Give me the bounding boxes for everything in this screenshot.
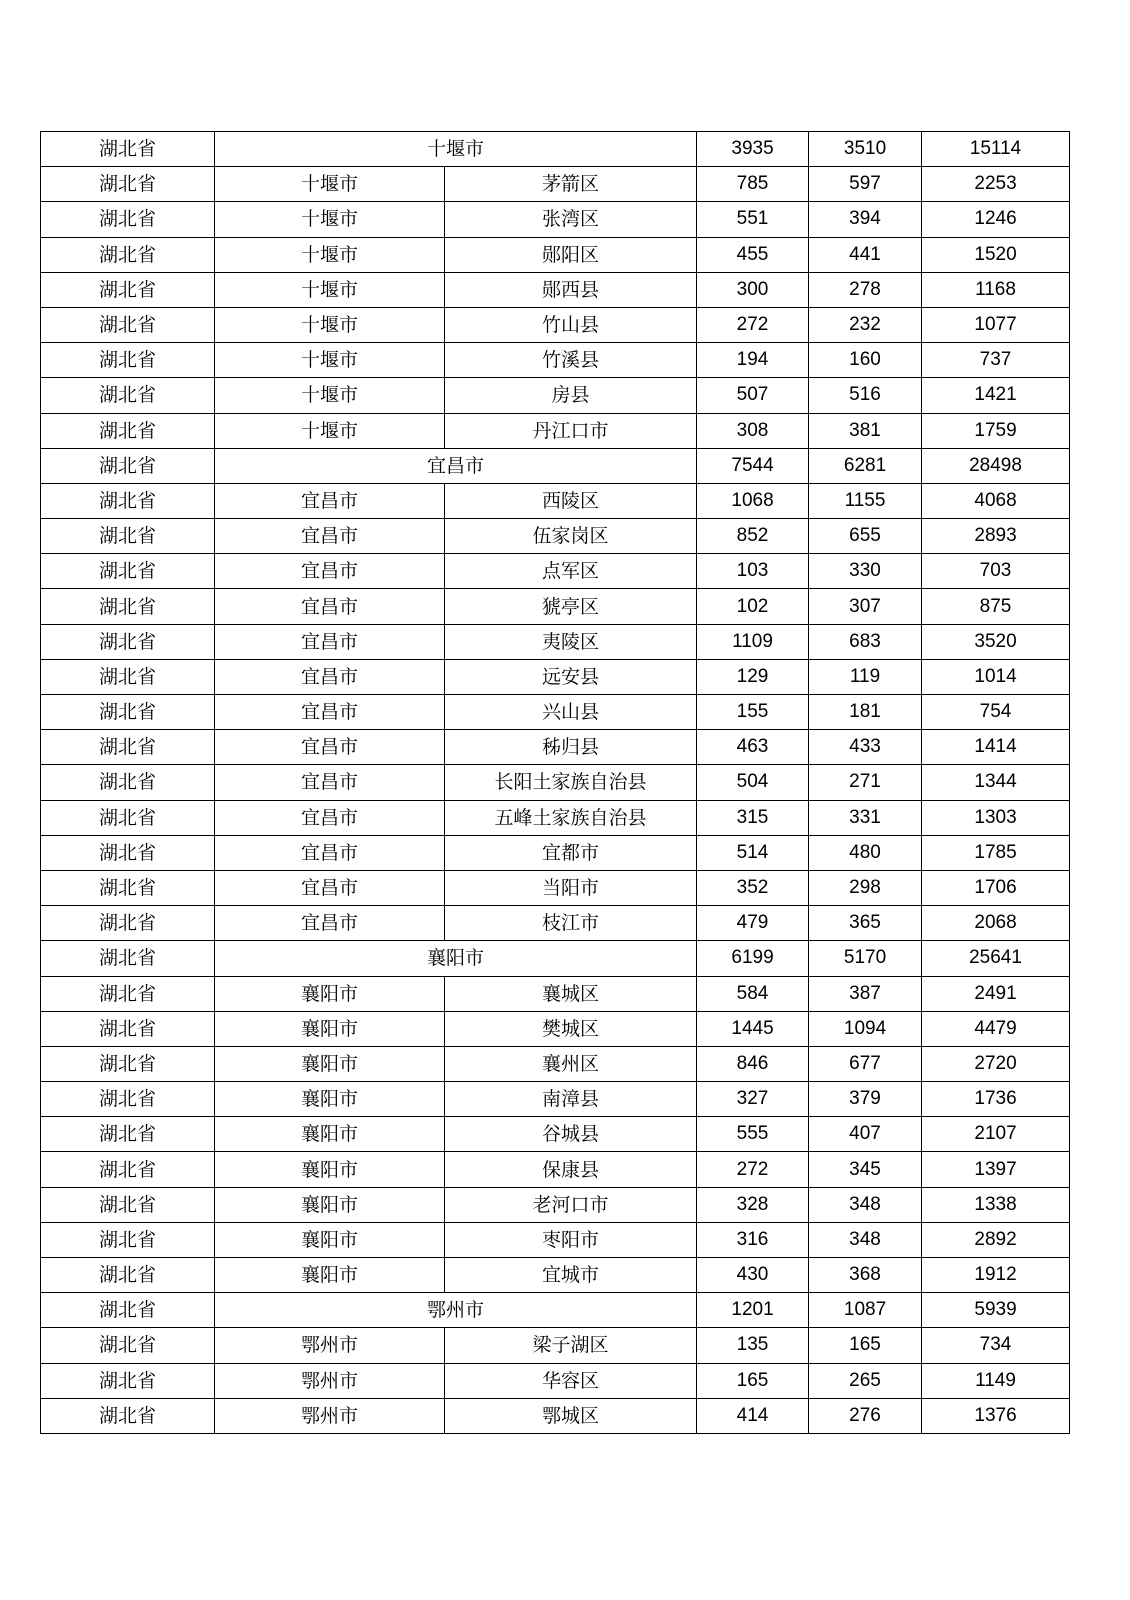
city-cell: 宜昌市 — [215, 624, 445, 659]
value-3-cell: 703 — [922, 554, 1070, 589]
value-3-cell: 1338 — [922, 1187, 1070, 1222]
district-cell: 秭归县 — [445, 730, 697, 765]
province-cell: 湖北省 — [41, 1117, 215, 1152]
value-2-cell: 345 — [809, 1152, 922, 1187]
city-cell: 十堰市 — [215, 237, 445, 272]
district-cell: 枝江市 — [445, 906, 697, 941]
district-row — [41, 237, 1070, 272]
district-row — [41, 413, 1070, 448]
district-cell: 点军区 — [445, 554, 697, 589]
province-cell: 湖北省 — [41, 976, 215, 1011]
district-cell: 当阳市 — [445, 870, 697, 905]
district-cell: 竹山县 — [445, 307, 697, 342]
statistics-table — [40, 131, 1070, 1434]
city-cell: 襄阳市 — [215, 1046, 445, 1081]
district-row — [41, 870, 1070, 905]
province-cell: 湖北省 — [41, 237, 215, 272]
value-3-cell: 1520 — [922, 237, 1070, 272]
value-3-cell: 1706 — [922, 870, 1070, 905]
district-cell: 郧西县 — [445, 272, 697, 307]
district-row — [41, 1222, 1070, 1257]
value-3-cell: 2068 — [922, 906, 1070, 941]
table-body — [41, 132, 1070, 1434]
city-summary-row — [41, 448, 1070, 483]
district-cell: 西陵区 — [445, 483, 697, 518]
value-3-cell: 875 — [922, 589, 1070, 624]
city-cell: 宜昌市 — [215, 906, 445, 941]
district-row — [41, 976, 1070, 1011]
city-cell: 宜昌市 — [215, 695, 445, 730]
province-cell: 湖北省 — [41, 132, 215, 167]
value-3-cell: 1397 — [922, 1152, 1070, 1187]
province-cell: 湖北省 — [41, 659, 215, 694]
city-cell: 襄阳市 — [215, 1082, 445, 1117]
value-2-cell: 165 — [809, 1328, 922, 1363]
province-cell: 湖北省 — [41, 272, 215, 307]
district-row — [41, 1398, 1070, 1433]
city-cell: 十堰市 — [215, 167, 445, 202]
value-3-cell: 2893 — [922, 519, 1070, 554]
district-row — [41, 1082, 1070, 1117]
city-cell: 十堰市 — [215, 378, 445, 413]
value-2-cell: 160 — [809, 343, 922, 378]
province-cell: 湖北省 — [41, 1328, 215, 1363]
value-2-cell: 265 — [809, 1363, 922, 1398]
district-row — [41, 1363, 1070, 1398]
city-summary-row — [41, 941, 1070, 976]
district-cell: 丹江口市 — [445, 413, 697, 448]
city-cell: 鄂州市 — [215, 1363, 445, 1398]
province-cell: 湖北省 — [41, 202, 215, 237]
city-cell: 襄阳市 — [215, 1011, 445, 1046]
district-row — [41, 1117, 1070, 1152]
city-cell: 鄂州市 — [215, 1398, 445, 1433]
city-cell: 十堰市 — [215, 413, 445, 448]
value-3-cell: 1077 — [922, 307, 1070, 342]
district-row — [41, 906, 1070, 941]
district-row — [41, 1258, 1070, 1293]
value-3-cell: 2892 — [922, 1222, 1070, 1257]
city-cell: 襄阳市 — [215, 976, 445, 1011]
district-cell: 华容区 — [445, 1363, 697, 1398]
value-1-cell: 7544 — [697, 448, 809, 483]
district-cell: 襄州区 — [445, 1046, 697, 1081]
value-3-cell: 15114 — [922, 132, 1070, 167]
city-cell: 十堰市 — [215, 343, 445, 378]
value-2-cell: 298 — [809, 870, 922, 905]
value-2-cell: 348 — [809, 1187, 922, 1222]
province-cell: 湖北省 — [41, 1258, 215, 1293]
city-cell: 襄阳市 — [215, 1222, 445, 1257]
district-cell: 郧阳区 — [445, 237, 697, 272]
district-row — [41, 1328, 1070, 1363]
city-cell: 宜昌市 — [215, 870, 445, 905]
value-3-cell: 1246 — [922, 202, 1070, 237]
value-1-cell: 352 — [697, 870, 809, 905]
district-cell: 竹溪县 — [445, 343, 697, 378]
value-1-cell: 846 — [697, 1046, 809, 1081]
value-2-cell: 387 — [809, 976, 922, 1011]
value-2-cell: 181 — [809, 695, 922, 730]
province-cell: 湖北省 — [41, 1398, 215, 1433]
province-cell: 湖北省 — [41, 1293, 215, 1328]
value-2-cell: 1094 — [809, 1011, 922, 1046]
value-3-cell: 2107 — [922, 1117, 1070, 1152]
value-2-cell: 441 — [809, 237, 922, 272]
district-cell: 伍家岗区 — [445, 519, 697, 554]
value-2-cell: 677 — [809, 1046, 922, 1081]
district-row — [41, 1152, 1070, 1187]
value-1-cell: 165 — [697, 1363, 809, 1398]
district-cell: 房县 — [445, 378, 697, 413]
district-cell: 宜都市 — [445, 835, 697, 870]
value-1-cell: 272 — [697, 307, 809, 342]
value-3-cell: 1149 — [922, 1363, 1070, 1398]
province-cell: 湖北省 — [41, 941, 215, 976]
city-cell: 宜昌市 — [215, 519, 445, 554]
value-1-cell: 102 — [697, 589, 809, 624]
value-3-cell: 2720 — [922, 1046, 1070, 1081]
district-cell: 南漳县 — [445, 1082, 697, 1117]
district-cell: 枣阳市 — [445, 1222, 697, 1257]
district-row — [41, 800, 1070, 835]
value-1-cell: 504 — [697, 765, 809, 800]
value-2-cell: 276 — [809, 1398, 922, 1433]
district-row — [41, 1046, 1070, 1081]
value-1-cell: 308 — [697, 413, 809, 448]
value-2-cell: 271 — [809, 765, 922, 800]
province-cell: 湖北省 — [41, 765, 215, 800]
value-1-cell: 194 — [697, 343, 809, 378]
value-2-cell: 597 — [809, 167, 922, 202]
province-cell: 湖北省 — [41, 695, 215, 730]
value-1-cell: 129 — [697, 659, 809, 694]
value-3-cell: 2491 — [922, 976, 1070, 1011]
value-2-cell: 381 — [809, 413, 922, 448]
value-2-cell: 365 — [809, 906, 922, 941]
district-cell: 老河口市 — [445, 1187, 697, 1222]
value-2-cell: 683 — [809, 624, 922, 659]
district-row — [41, 835, 1070, 870]
value-2-cell: 516 — [809, 378, 922, 413]
district-cell: 谷城县 — [445, 1117, 697, 1152]
value-3-cell: 4479 — [922, 1011, 1070, 1046]
district-row — [41, 659, 1070, 694]
value-2-cell: 331 — [809, 800, 922, 835]
city-cell: 宜昌市 — [215, 800, 445, 835]
district-row — [41, 483, 1070, 518]
value-2-cell: 368 — [809, 1258, 922, 1293]
value-2-cell: 330 — [809, 554, 922, 589]
value-1-cell: 463 — [697, 730, 809, 765]
city-cell: 宜昌市 — [215, 483, 445, 518]
city-cell: 鄂州市 — [215, 1328, 445, 1363]
province-cell: 湖北省 — [41, 870, 215, 905]
value-3-cell: 1376 — [922, 1398, 1070, 1433]
value-3-cell: 5939 — [922, 1293, 1070, 1328]
value-3-cell: 3520 — [922, 624, 1070, 659]
province-cell: 湖北省 — [41, 1046, 215, 1081]
district-row — [41, 343, 1070, 378]
value-3-cell: 737 — [922, 343, 1070, 378]
value-3-cell: 1014 — [922, 659, 1070, 694]
city-cell: 襄阳市 — [215, 1152, 445, 1187]
value-1-cell: 479 — [697, 906, 809, 941]
city-cell: 十堰市 — [215, 272, 445, 307]
value-1-cell: 555 — [697, 1117, 809, 1152]
district-cell: 夷陵区 — [445, 624, 697, 659]
district-cell: 猇亭区 — [445, 589, 697, 624]
province-cell: 湖北省 — [41, 1363, 215, 1398]
city-total-cell: 宜昌市 — [215, 448, 697, 483]
value-1-cell: 1201 — [697, 1293, 809, 1328]
city-cell: 宜昌市 — [215, 835, 445, 870]
value-1-cell: 316 — [697, 1222, 809, 1257]
value-2-cell: 5170 — [809, 941, 922, 976]
value-1-cell: 551 — [697, 202, 809, 237]
province-cell: 湖北省 — [41, 307, 215, 342]
district-cell: 樊城区 — [445, 1011, 697, 1046]
city-cell: 宜昌市 — [215, 730, 445, 765]
district-row — [41, 1011, 1070, 1046]
province-cell: 湖北省 — [41, 1152, 215, 1187]
value-1-cell: 584 — [697, 976, 809, 1011]
province-cell: 湖北省 — [41, 800, 215, 835]
value-3-cell: 2253 — [922, 167, 1070, 202]
value-3-cell: 4068 — [922, 483, 1070, 518]
value-2-cell: 433 — [809, 730, 922, 765]
province-cell: 湖北省 — [41, 483, 215, 518]
value-2-cell: 379 — [809, 1082, 922, 1117]
value-2-cell: 3510 — [809, 132, 922, 167]
district-row — [41, 589, 1070, 624]
district-cell: 梁子湖区 — [445, 1328, 697, 1363]
value-3-cell: 1785 — [922, 835, 1070, 870]
value-2-cell: 6281 — [809, 448, 922, 483]
province-cell: 湖北省 — [41, 519, 215, 554]
city-cell: 宜昌市 — [215, 589, 445, 624]
district-cell: 五峰土家族自治县 — [445, 800, 697, 835]
district-cell: 远安县 — [445, 659, 697, 694]
district-row — [41, 202, 1070, 237]
city-cell: 宜昌市 — [215, 554, 445, 589]
district-row — [41, 167, 1070, 202]
value-2-cell: 278 — [809, 272, 922, 307]
district-cell: 兴山县 — [445, 695, 697, 730]
city-summary-row — [41, 1293, 1070, 1328]
value-1-cell: 514 — [697, 835, 809, 870]
value-3-cell: 25641 — [922, 941, 1070, 976]
province-cell: 湖北省 — [41, 1082, 215, 1117]
province-cell: 湖北省 — [41, 343, 215, 378]
district-cell: 茅箭区 — [445, 167, 697, 202]
city-total-cell: 鄂州市 — [215, 1293, 697, 1328]
value-1-cell: 328 — [697, 1187, 809, 1222]
district-row — [41, 378, 1070, 413]
value-1-cell: 6199 — [697, 941, 809, 976]
value-3-cell: 1414 — [922, 730, 1070, 765]
province-cell: 湖北省 — [41, 378, 215, 413]
district-row — [41, 695, 1070, 730]
district-cell: 襄城区 — [445, 976, 697, 1011]
province-cell: 湖北省 — [41, 1011, 215, 1046]
value-3-cell: 1303 — [922, 800, 1070, 835]
value-1-cell: 430 — [697, 1258, 809, 1293]
district-row — [41, 765, 1070, 800]
value-1-cell: 785 — [697, 167, 809, 202]
district-cell: 鄂城区 — [445, 1398, 697, 1433]
district-cell: 长阳土家族自治县 — [445, 765, 697, 800]
district-cell: 张湾区 — [445, 202, 697, 237]
value-2-cell: 348 — [809, 1222, 922, 1257]
value-3-cell: 28498 — [922, 448, 1070, 483]
value-1-cell: 3935 — [697, 132, 809, 167]
city-cell: 襄阳市 — [215, 1258, 445, 1293]
value-1-cell: 327 — [697, 1082, 809, 1117]
value-1-cell: 1445 — [697, 1011, 809, 1046]
district-row — [41, 272, 1070, 307]
value-2-cell: 655 — [809, 519, 922, 554]
city-cell: 宜昌市 — [215, 659, 445, 694]
value-1-cell: 272 — [697, 1152, 809, 1187]
province-cell: 湖北省 — [41, 589, 215, 624]
value-2-cell: 480 — [809, 835, 922, 870]
city-cell: 宜昌市 — [215, 765, 445, 800]
district-row — [41, 519, 1070, 554]
value-1-cell: 300 — [697, 272, 809, 307]
district-row — [41, 730, 1070, 765]
province-cell: 湖北省 — [41, 730, 215, 765]
value-1-cell: 507 — [697, 378, 809, 413]
value-3-cell: 1344 — [922, 765, 1070, 800]
province-cell: 湖北省 — [41, 554, 215, 589]
value-1-cell: 1109 — [697, 624, 809, 659]
district-cell: 保康县 — [445, 1152, 697, 1187]
province-cell: 湖北省 — [41, 906, 215, 941]
district-row — [41, 307, 1070, 342]
province-cell: 湖北省 — [41, 835, 215, 870]
province-cell: 湖北省 — [41, 1222, 215, 1257]
value-3-cell: 1759 — [922, 413, 1070, 448]
value-2-cell: 1087 — [809, 1293, 922, 1328]
city-cell: 十堰市 — [215, 202, 445, 237]
value-3-cell: 1168 — [922, 272, 1070, 307]
value-2-cell: 394 — [809, 202, 922, 237]
district-row — [41, 554, 1070, 589]
city-cell: 十堰市 — [215, 307, 445, 342]
city-summary-row — [41, 132, 1070, 167]
value-1-cell: 455 — [697, 237, 809, 272]
value-3-cell: 1912 — [922, 1258, 1070, 1293]
value-1-cell: 315 — [697, 800, 809, 835]
province-cell: 湖北省 — [41, 448, 215, 483]
value-1-cell: 135 — [697, 1328, 809, 1363]
value-1-cell: 155 — [697, 695, 809, 730]
value-2-cell: 407 — [809, 1117, 922, 1152]
value-3-cell: 1421 — [922, 378, 1070, 413]
province-cell: 湖北省 — [41, 1187, 215, 1222]
value-3-cell: 1736 — [922, 1082, 1070, 1117]
value-3-cell: 754 — [922, 695, 1070, 730]
province-cell: 湖北省 — [41, 413, 215, 448]
province-cell: 湖北省 — [41, 167, 215, 202]
value-1-cell: 414 — [697, 1398, 809, 1433]
city-total-cell: 十堰市 — [215, 132, 697, 167]
value-2-cell: 232 — [809, 307, 922, 342]
value-2-cell: 307 — [809, 589, 922, 624]
city-cell: 襄阳市 — [215, 1117, 445, 1152]
province-cell: 湖北省 — [41, 624, 215, 659]
value-2-cell: 119 — [809, 659, 922, 694]
value-1-cell: 103 — [697, 554, 809, 589]
value-3-cell: 734 — [922, 1328, 1070, 1363]
district-cell: 宜城市 — [445, 1258, 697, 1293]
city-total-cell: 襄阳市 — [215, 941, 697, 976]
district-row — [41, 1187, 1070, 1222]
district-row — [41, 624, 1070, 659]
value-1-cell: 852 — [697, 519, 809, 554]
city-cell: 襄阳市 — [215, 1187, 445, 1222]
value-2-cell: 1155 — [809, 483, 922, 518]
value-1-cell: 1068 — [697, 483, 809, 518]
